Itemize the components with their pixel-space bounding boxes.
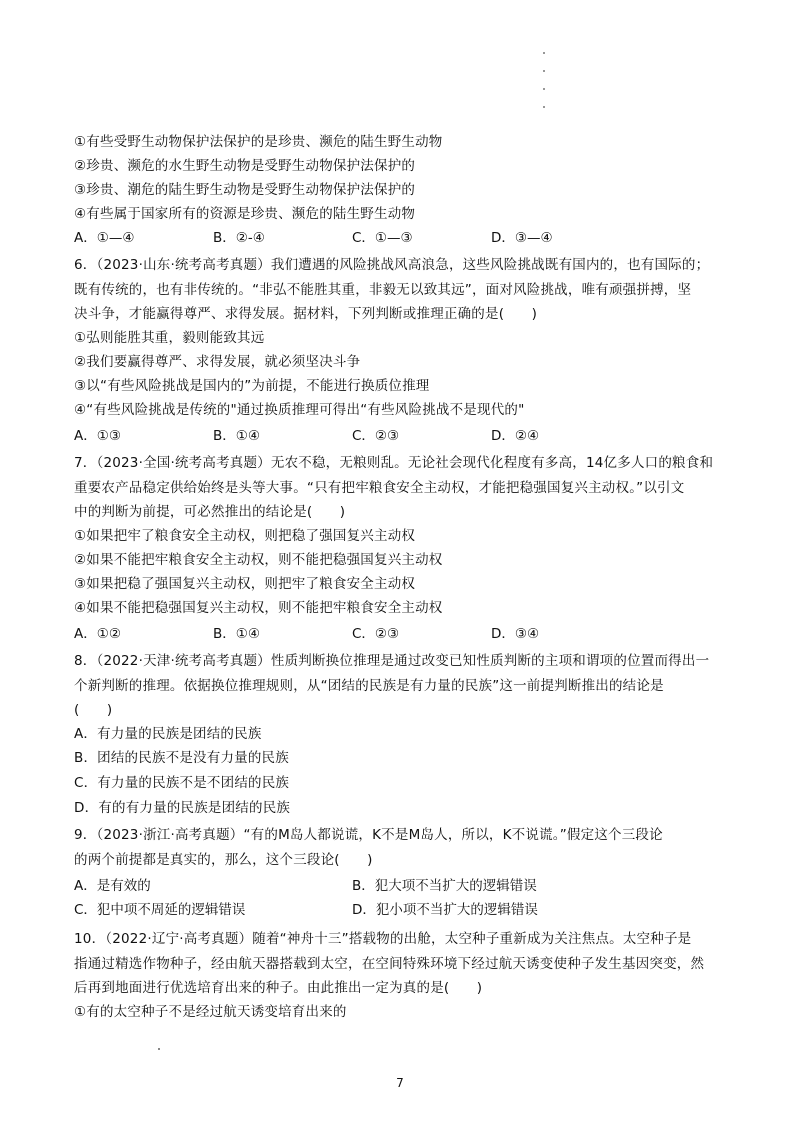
q9-stem-line-2: 的两个前提都是真实的，那么，这个三段论( )	[74, 852, 373, 868]
q6-statement-1: ①弘则能胜其重，毅则能致其远	[74, 330, 265, 346]
prev-option-c: C．①—③	[352, 230, 413, 246]
q8-option-d: D．有的有力量的民族是团结的民族	[74, 800, 291, 816]
q9-stem-line-1: 9．（2023·浙江·高考真题）“有的M岛人都说谎，K不是M岛人，所以，K不说谎。”假定这个三段论	[74, 827, 663, 843]
prev-statement-4: ④有些属于国家所有的资源是珍贵、濒危的陆生野生动物	[74, 206, 416, 222]
q6-option-d: D．②④	[491, 428, 540, 444]
q6-stem-line-3: 决斗争，才能赢得尊严、求得发展。据材料，下列判断或推理正确的是( )	[74, 306, 538, 322]
q6-stem-line-2: 既有传统的，也有非传统的。“非弘不能胜其重，非毅无以致其远”，面对风险挑战，唯有顽强拼搏，坚	[74, 282, 692, 298]
prev-option-b: B．②-④	[213, 230, 265, 246]
page-number: 7	[396, 1076, 404, 1090]
prev-statement-2: ②珍贵、濒危的水生野生动物是受野生动物保护法保护的	[74, 158, 416, 174]
q10-stem-line-1: 10．（2022·辽宁·高考真题）随着“神舟十三”搭载物的出舱，太空种子重新成为关注焦点。太空种子是	[74, 931, 692, 947]
q8-option-a: A．有力量的民族是团结的民族	[74, 726, 262, 742]
prev-statement-1: ①有些受野生动物保护法保护的是珍贵、濒危的陆生野生动物	[74, 134, 443, 150]
q7-option-d: D．③④	[491, 626, 540, 642]
q6-option-b: B．①④	[213, 428, 260, 444]
prev-statement-3: ③珍贵、潮危的陆生野生动物是受野生动物保护法保护的	[74, 182, 416, 198]
q9-option-a: A．是有效的	[74, 878, 151, 894]
q6-statement-3: ③以“有些风险挑战是国内的”为前提，不能进行换质位推理	[74, 378, 430, 394]
q8-option-b: B．团结的民族不是没有力量的民族	[74, 750, 289, 766]
margin-dots	[541, 52, 547, 124]
scan-mark	[158, 1048, 160, 1050]
q6-stem-line-1: 6．（2023·山东·统考高考真题）我们遭遇的风险挑战风高浪急，这些风险挑战既有国内的，也有国际的；	[74, 257, 710, 273]
q7-option-b: B．①④	[213, 626, 260, 642]
q7-option-a: A．①②	[74, 626, 121, 642]
q8-option-c: C．有力量的民族不是不团结的民族	[74, 775, 290, 791]
q7-stem-line-2: 重要农产品稳定供给始终是头等大事。“只有把牢粮食安全主动权，才能把稳强国复兴主动权。”以引文	[74, 480, 685, 496]
q7-stem-line-3: 中的判断为前提，可必然推出的结论是( )	[74, 504, 346, 520]
q7-statement-4: ④如果不能把稳强国复兴主动权，则不能把牢粮食安全主动权	[74, 600, 443, 616]
q7-option-c: C．②③	[352, 626, 400, 642]
q9-option-d: D．犯小项不当扩大的逻辑错误	[352, 902, 538, 918]
q8-stem-line-2: 个新判断的推理。依据换位推理规则，从“团结的民族是有力量的民族”这一前提判断推出的结论是	[74, 678, 664, 694]
q7-stem-line-1: 7．（2023·全国·统考高考真题）无农不稳，无粮则乱。无论社会现代化程度有多高，14亿多人口的粮食和	[74, 455, 714, 471]
q6-option-a: A．①③	[74, 428, 121, 444]
prev-option-a: A．①—④	[74, 230, 135, 246]
q6-statement-2: ②我们要赢得尊严、求得发展，就必须坚决斗争	[74, 354, 361, 370]
q6-option-c: C．②③	[352, 428, 400, 444]
q7-statement-3: ③如果把稳了强国复兴主动权，则把牢了粮食安全主动权	[74, 576, 416, 592]
q10-statement-1: ①有的太空种子不是经过航天诱变培育出来的	[74, 1004, 347, 1020]
q7-statement-1: ①如果把牢了粮食安全主动权，则把稳了强国复兴主动权	[74, 528, 416, 544]
q8-stem-line-3: ( )	[74, 702, 113, 718]
q6-statement-4: ④“有些风险挑战是传统的"通过换质推理可得出“有些风险挑战不是现代的"	[74, 402, 525, 418]
q9-option-b: B．犯大项不当扩大的逻辑错误	[352, 878, 537, 894]
q9-option-c: C．犯中项不周延的逻辑错误	[74, 902, 246, 918]
prev-option-d: D．③—④	[491, 230, 553, 246]
q10-stem-line-3: 后再到地面进行优选培育出来的种子。由此推出一定为真的是( )	[74, 980, 483, 996]
q10-stem-line-2: 指通过精选作物种子，经由航天器搭载到太空，在空间特殊环境下经过航天诱变使种子发生基因突变，然	[74, 956, 705, 972]
q8-stem-line-1: 8．（2022·天津·统考高考真题）性质判断换位推理是通过改变已知性质判断的主项和谓项的位置而得出一	[74, 653, 710, 669]
q7-statement-2: ②如果不能把牢粮食安全主动权，则不能把稳强国复兴主动权	[74, 552, 443, 568]
